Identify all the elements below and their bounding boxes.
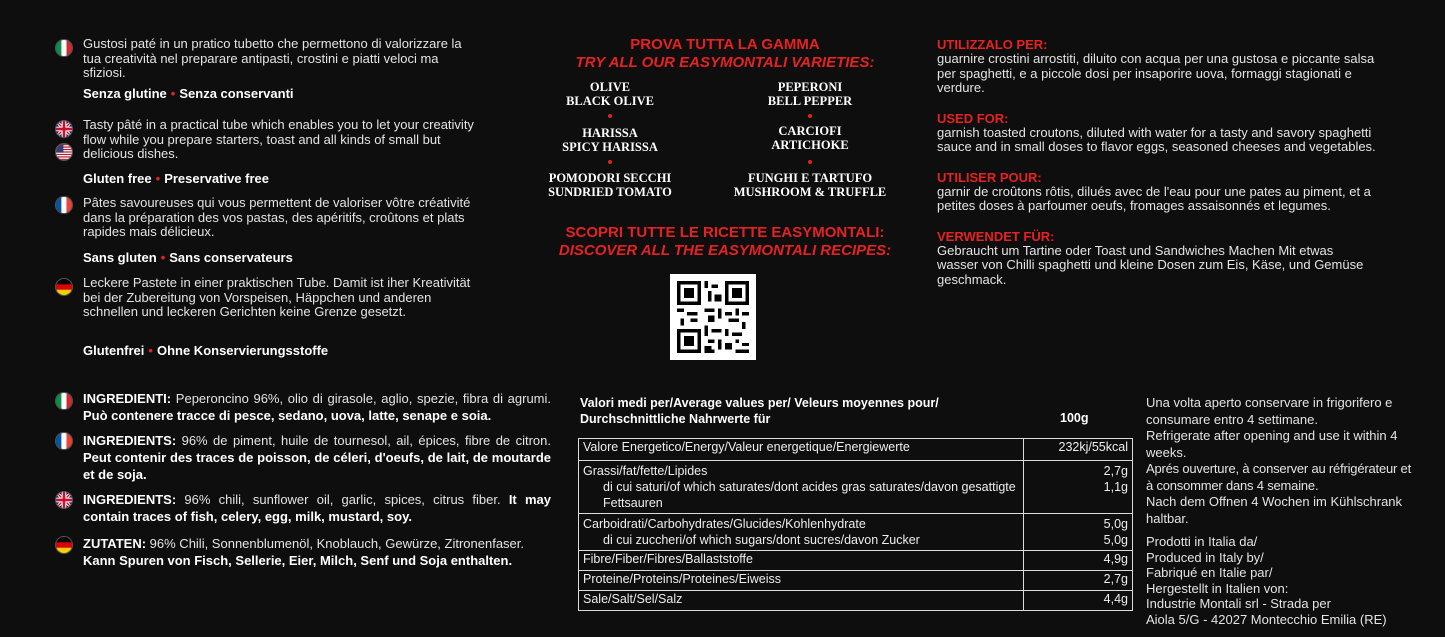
flag-germany-icon xyxy=(55,536,73,554)
ingredients-text: 96% chili, sunflower oil, garlic, spices, citrus fiber. xyxy=(176,492,509,507)
nutrient-sub-label: di cui saturi/of which saturates/dont acides gras saturates/davon gesattigte Fettsauren xyxy=(603,480,1016,510)
ingredients-text: 96% Chili, Sonnenblumenöl, Knoblauch, Gewürze, Zitronenfaser. xyxy=(146,536,525,551)
nutrition-table xyxy=(578,438,1133,611)
producer-line: Produced in Italy by/ xyxy=(1146,549,1264,565)
variety-it: OLIVE xyxy=(589,80,631,94)
storage-section xyxy=(1146,395,1421,527)
usage-text-de: Gebraucht um Tartine oder Toast und Sandwiches Machen Mit etwas wasser von Chilli spaghetti und kleine Dosen zum Eis, Käse, und Gemüse geschmack. xyxy=(937,242,1364,287)
usage-section xyxy=(937,37,1377,287)
bullet-icon: • xyxy=(148,343,153,358)
usage-text-it: guarnire crostini arrostiti, diluito con acqua per una gustosa e piccante salsa per spaghetti, e a piccole dosi per insaporire uova, formaggi stagionati e verdure. xyxy=(937,51,1375,95)
tags-fr xyxy=(83,250,293,265)
gamma-title-en: TRY ALL OUR EASYMONTALI VARIETIES: xyxy=(575,54,875,71)
allergen-text: Kann Spuren von Fisch, Sellerie, Eier, Milch, Senf und Soja enthalten. xyxy=(83,553,513,568)
ingredients-label: INGREDIENTS: xyxy=(83,433,177,448)
variety-en: MUSHROOM & TRUFFLE xyxy=(733,185,887,199)
nutrient-value: 232kj/55kcal xyxy=(1024,439,1133,461)
usage-title-de: VERWENDET FÜR: xyxy=(937,228,1055,244)
nutrient-sub-value: 5,0g xyxy=(1103,533,1128,547)
qr-code-icon[interactable] xyxy=(670,274,756,360)
table-row xyxy=(579,571,1133,591)
producer-line: Prodotti in Italia da/ xyxy=(1146,534,1258,549)
nutrient-label: Valore Energetico/Energy/Valeur energetique/Energiewerte xyxy=(579,439,1024,461)
ingredients-en xyxy=(83,491,551,525)
variety-it: PEPERONI xyxy=(777,80,843,94)
variety-olive xyxy=(530,80,690,108)
nutrient-label: Proteine/Proteins/Proteines/Eiweiss xyxy=(579,571,1024,591)
nutrient-sub-value: 1,1g xyxy=(1103,480,1128,494)
producer-line: Hergestellt in Italien von: xyxy=(1146,580,1289,596)
variety-it: CARCIOFI xyxy=(778,124,842,138)
storage-de: Nach dem Offnen 4 Wochen im Kühlschrank haltbar. xyxy=(1146,494,1403,526)
tag-gluten-free-de: Glutenfrei xyxy=(83,343,145,358)
variety-it: FUNGHI E TARTUFO xyxy=(747,171,873,185)
recipes-title-it: SCOPRI TUTTE LE RICETTE EASYMONTALI: xyxy=(565,224,885,241)
separator-dot-icon xyxy=(808,114,812,118)
nutrient-value: 2,7g xyxy=(1024,571,1133,591)
variety-funghi xyxy=(730,171,890,199)
nutrient-label: Grassi/fat/fette/Lipides xyxy=(583,464,708,478)
storage-it: Una volta aperto conservare in frigorifero e consumare entro 4 settimane. xyxy=(1146,395,1393,427)
nutrition-per: 100g xyxy=(1060,411,1089,425)
nutrient-sub-label: di cui zuccheri/of which sugars/dont sucres/davon Zucker xyxy=(603,533,920,547)
flag-uk-icon xyxy=(55,491,73,509)
nutrient-label: Fibre/Fiber/Fibres/Ballaststoffe xyxy=(579,551,1024,571)
variety-en: SPICY HARISSA xyxy=(562,140,658,154)
flag-france-icon xyxy=(55,432,73,450)
tag-gluten-free-en: Gluten free xyxy=(83,171,152,186)
producer-line: Industrie Montali srl - Strada per xyxy=(1146,596,1331,611)
tags-it xyxy=(83,86,294,101)
nutrient-value: 4,4g xyxy=(1024,591,1133,611)
bullet-icon: • xyxy=(160,250,166,265)
variety-pomodori xyxy=(530,171,690,199)
ingredients-fr xyxy=(83,432,551,483)
ingredients-label: INGREDIENTI: xyxy=(83,391,172,406)
tag-gluten-free-fr: Sans gluten xyxy=(83,250,157,265)
nutrient-label: Carboidrati/Carbohydrates/Glucides/Kohlenhydrate xyxy=(583,517,866,531)
producer-section xyxy=(1146,534,1436,627)
nutrient-value: 4,9g xyxy=(1024,551,1133,571)
ingredients-label: ZUTATEN: xyxy=(83,536,147,551)
ingredients-label: INGREDIENTS: xyxy=(83,492,177,507)
flag-germany-icon xyxy=(55,278,73,296)
variety-carciofi xyxy=(730,124,890,152)
flag-france-icon xyxy=(55,196,73,214)
flag-italy-icon xyxy=(55,39,73,57)
storage-en: Refrigerate after opening and use it within 4 weeks. xyxy=(1146,428,1398,460)
table-row xyxy=(579,591,1133,611)
nutrient-value-cell xyxy=(1024,514,1133,551)
nutrient-value: 5,0g xyxy=(1103,517,1128,531)
ingredients-de xyxy=(83,535,551,569)
flag-italy-icon xyxy=(55,392,73,410)
allergen-text: It may contain traces of fish, celery, egg, milk, mustard, soy. xyxy=(83,492,551,524)
variety-harissa xyxy=(530,126,690,154)
nutrient-value-cell xyxy=(1024,461,1133,514)
table-row xyxy=(579,551,1133,571)
recipes-title-en: DISCOVER ALL THE EASYMONTALI RECIPES: xyxy=(558,242,892,259)
nutrient-value: 2,7g xyxy=(1103,464,1128,478)
tag-preservative-free-it: Senza conservanti xyxy=(179,86,294,101)
variety-en: BELL PEPPER xyxy=(767,94,853,108)
producer-line: Aiola 5/G - 42027 Montecchio Emilia (RE) xyxy=(1146,611,1387,627)
tag-preservative-free-fr: Sans conservateurs xyxy=(169,250,293,265)
bullet-icon: • xyxy=(170,86,176,101)
variety-en: BLACK OLIVE xyxy=(566,94,654,108)
producer-line: Fabriqué en Italie par/ xyxy=(1146,565,1273,580)
usage-title-it: UTILIZZALO PER: xyxy=(937,37,1048,52)
flag-uk-icon xyxy=(55,120,73,138)
flag-usa-icon xyxy=(55,143,73,161)
gamma-title-it: PROVA TUTTA LA GAMMA xyxy=(630,36,820,53)
variety-it: POMODORI SECCHI xyxy=(548,171,672,185)
table-row xyxy=(579,514,1133,551)
tags-en xyxy=(83,171,269,186)
nutrient-label-cell xyxy=(579,514,1024,551)
separator-dot-icon xyxy=(608,160,612,164)
tag-preservative-free-de: Ohne Konservierungsstoffe xyxy=(156,343,329,358)
nutrient-label-cell xyxy=(579,461,1024,514)
variety-it: HARISSA xyxy=(582,126,638,140)
tags-de xyxy=(83,343,328,358)
variety-peperoni xyxy=(730,80,890,108)
bullet-icon: • xyxy=(155,171,161,186)
description-de: Leckere Pastete in einer praktischen Tube. Damit ist iher Kreativität bei der Zubereitung von Vorspeisen, Häppchen und anderen schnellen und leckeren Gerichten keine Grenze gesetzt. xyxy=(83,275,471,319)
tag-preservative-free-en: Preservative free xyxy=(164,171,269,186)
description-it: Gustosi paté in un pratico tubetto che permettono di valorizzare la tua creatività nel preparare antipasti, crostini e piatti veloci ma sfiziosi. xyxy=(83,36,462,80)
storage-fr: Aprés ouverture, à conserver au réfrigérateur et à consommer dans 4 semaine. xyxy=(1146,461,1411,493)
ingredients-text: 96% de piment, huile de tournesol, ail, épices, fibre de citron. xyxy=(176,433,551,448)
variety-en: ARTICHOKE xyxy=(771,138,849,152)
table-row xyxy=(579,461,1133,514)
table-row xyxy=(579,439,1133,461)
usage-title-fr: UTILISER POUR: xyxy=(937,169,1042,185)
description-fr: Pâtes savoureuses qui vous permettent de valoriser vôtre créativité dans la préparation des vos pastas, des apéritifs, croûtons et plats rapides mais délicieux. xyxy=(83,195,471,239)
separator-dot-icon xyxy=(808,160,812,164)
allergen-text: Peut contenir des traces de poisson, de céleri, d'oeufs, de lait, de moutarde et de soja. xyxy=(83,450,551,482)
ingredients-it xyxy=(83,390,551,424)
tag-gluten-free-it: Senza glutine xyxy=(83,86,167,101)
separator-dot-icon xyxy=(608,114,612,118)
variety-en: SUNDRIED TOMATO xyxy=(548,185,672,199)
description-en: Tasty pâté in a practical tube which enables you to let your creativity flow while you prepare starters, toast and all kinds of small but delicious dishes. xyxy=(83,117,474,161)
nutrient-label: Sale/Salt/Sel/Salz xyxy=(579,591,1024,611)
ingredients-text: Peperoncino 96%, olio di girasole, aglio, spezie, fibra di agrumi. xyxy=(171,391,551,406)
usage-title-en: USED FOR: xyxy=(937,110,1009,126)
allergen-text: Può contenere tracce di pesce, sedano, uova, latte, senape e soia. xyxy=(83,408,492,423)
nutrition-header: Valori medi per/Average values per/ Veleurs moyennes pour/ Durchschnittliche Nahrwerte für xyxy=(580,396,939,426)
usage-text-en: garnish toasted croutons, diluted with water for a tasty and savory spaghetti sauce and in small doses to flavor eggs, seasoned cheeses and vegetables. xyxy=(937,124,1376,154)
usage-text-fr: garnir de croûtons rôtis, dilués avec de l'eau pour une pates au piment, et a petites doses à parfoumer oeufs, fromages assaisonnés et legumes. xyxy=(937,183,1371,213)
